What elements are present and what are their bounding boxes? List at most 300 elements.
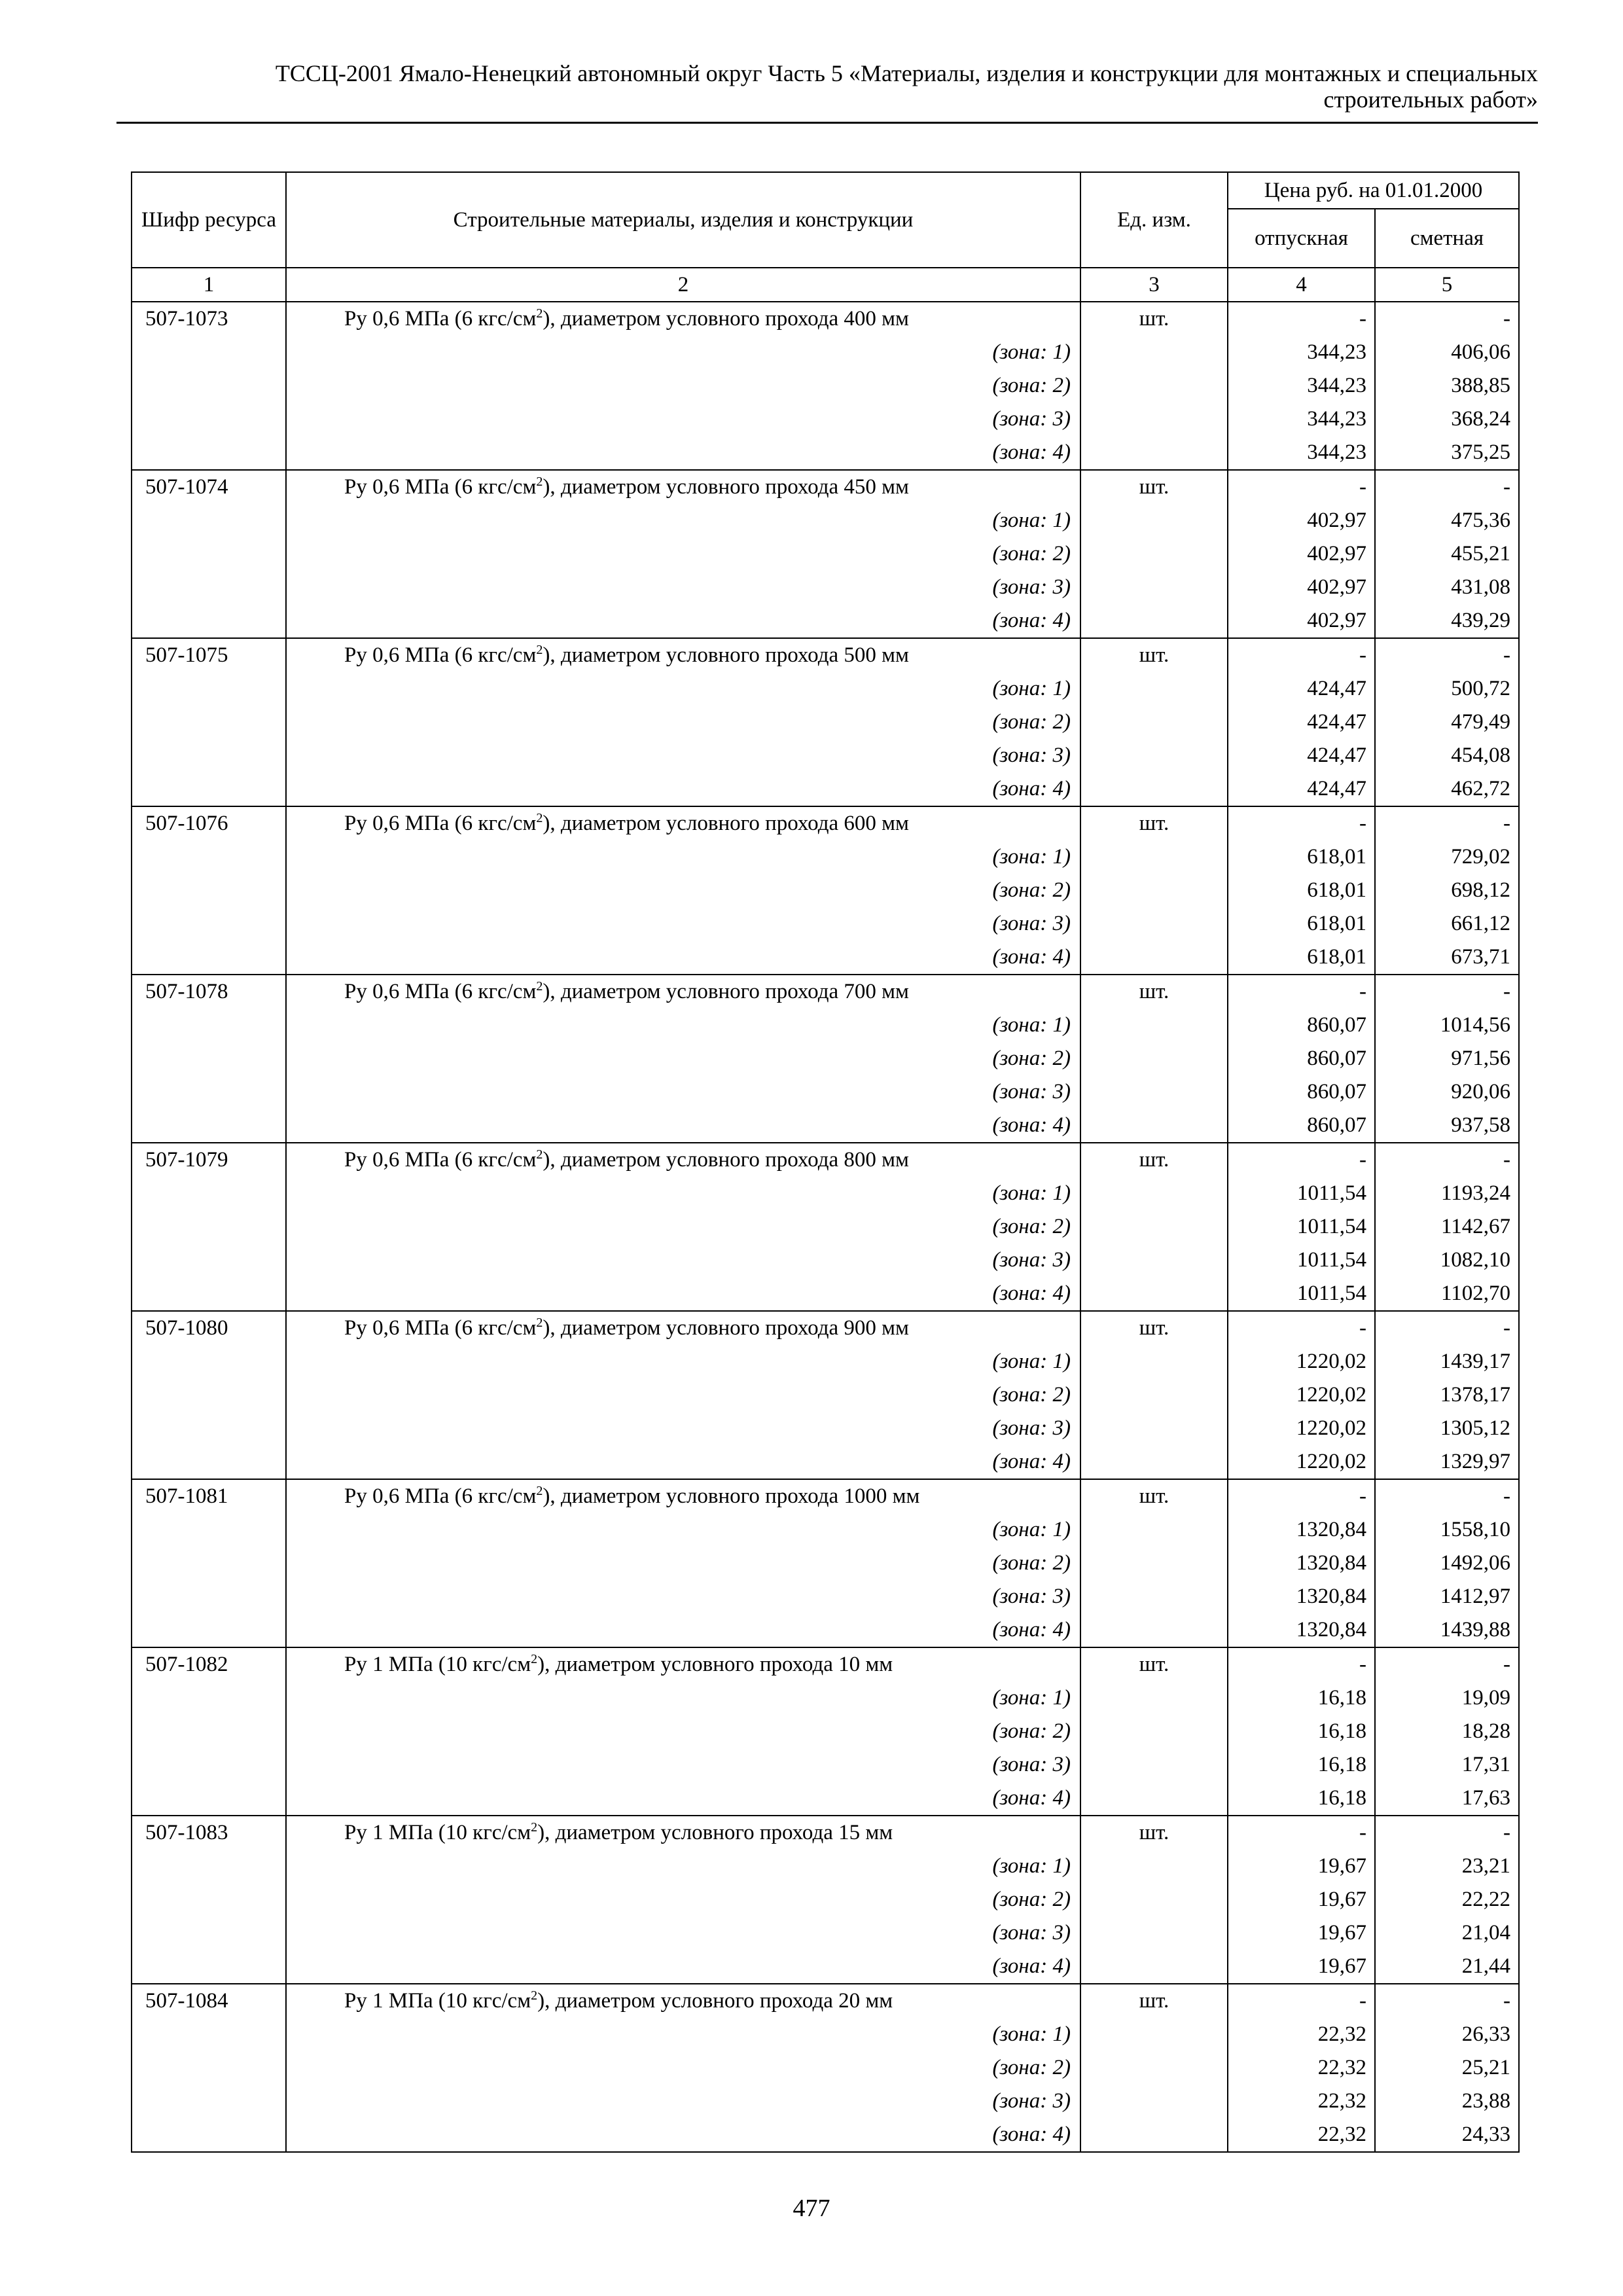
zone-label: (зона: 4)	[286, 1109, 1080, 1143]
resource-name: Ру 0,6 МПа (6 кгс/$см^2$), диаметром условного прохода 800 мм	[286, 1143, 1080, 1177]
release-price: -	[1228, 1816, 1375, 1850]
empty-cell	[132, 2051, 286, 2085]
release-price: -	[1228, 1311, 1375, 1345]
zone-release-price: 402,97	[1228, 571, 1375, 604]
zone-row	[132, 604, 1519, 638]
zone-row	[132, 537, 1519, 571]
empty-cell	[132, 1613, 286, 1647]
empty-cell	[132, 1042, 286, 1075]
zone-row	[132, 403, 1519, 436]
estimate-price: -	[1375, 638, 1519, 672]
unit-cell: шт.	[1080, 1479, 1228, 1513]
zone-row	[132, 2018, 1519, 2051]
zone-row	[132, 369, 1519, 403]
zone-label: (зона: 2)	[286, 706, 1080, 739]
empty-cell	[132, 1513, 286, 1547]
empty-cell	[132, 1109, 286, 1143]
zone-label: (зона: 3)	[286, 1580, 1080, 1613]
empty-cell	[1080, 336, 1228, 369]
empty-cell	[132, 1782, 286, 1816]
zone-row	[132, 336, 1519, 369]
col-number-2: 2	[286, 268, 1080, 302]
empty-cell	[1080, 706, 1228, 739]
empty-cell	[132, 1748, 286, 1782]
zone-release-price: 22,32	[1228, 2118, 1375, 2152]
zone-label: (зона: 2)	[286, 1042, 1080, 1075]
resource-name: Ру 1 МПа (10 кгс/$см^2$), диаметром условного прохода 10 мм	[286, 1647, 1080, 1681]
zone-estimate-price: 17,31	[1375, 1748, 1519, 1782]
resource-name: Ру 0,6 МПа (6 кгс/$см^2$), диаметром условного прохода 600 мм	[286, 806, 1080, 840]
zone-row	[132, 1378, 1519, 1412]
zone-label: (зона: 1)	[286, 1681, 1080, 1715]
empty-cell	[1080, 1345, 1228, 1378]
zone-release-price: 402,97	[1228, 604, 1375, 638]
empty-cell	[1080, 1075, 1228, 1109]
resource-code: 507-1080	[132, 1311, 286, 1345]
release-price: -	[1228, 975, 1375, 1009]
zone-row	[132, 1547, 1519, 1580]
zone-label: (зона: 4)	[286, 941, 1080, 975]
zone-row	[132, 1850, 1519, 1883]
zone-estimate-price: 1082,10	[1375, 1244, 1519, 1277]
zone-release-price: 344,23	[1228, 369, 1375, 403]
zone-release-price: 1320,84	[1228, 1613, 1375, 1647]
zone-row	[132, 1580, 1519, 1613]
zone-estimate-price: 368,24	[1375, 403, 1519, 436]
zone-release-price: 16,18	[1228, 1715, 1375, 1748]
empty-cell	[132, 1345, 286, 1378]
zone-estimate-price: 406,06	[1375, 336, 1519, 369]
empty-cell	[1080, 1042, 1228, 1075]
zone-row	[132, 2051, 1519, 2085]
empty-cell	[132, 2018, 286, 2051]
zone-label: (зона: 2)	[286, 1378, 1080, 1412]
zone-row	[132, 840, 1519, 874]
zone-row	[132, 1715, 1519, 1748]
empty-cell	[1080, 571, 1228, 604]
page-number: 477	[793, 2195, 830, 2222]
zone-estimate-price: 661,12	[1375, 907, 1519, 941]
col-header-unit: Ед. изм.	[1080, 172, 1228, 268]
empty-cell	[1080, 1883, 1228, 1916]
resource-code: 507-1079	[132, 1143, 286, 1177]
zone-label: (зона: 2)	[286, 1547, 1080, 1580]
resource-name: Ру 1 МПа (10 кгс/$см^2$), диаметром условного прохода 15 мм	[286, 1816, 1080, 1850]
empty-cell	[132, 2118, 286, 2152]
zone-label: (зона: 3)	[286, 403, 1080, 436]
table-row	[132, 1816, 1519, 1850]
zone-label: (зона: 1)	[286, 1513, 1080, 1547]
zone-row	[132, 1109, 1519, 1143]
zone-release-price: 1011,54	[1228, 1210, 1375, 1244]
zone-estimate-price: 18,28	[1375, 1715, 1519, 1748]
estimate-price: -	[1375, 1479, 1519, 1513]
empty-cell	[132, 1277, 286, 1311]
zone-label: (зона: 3)	[286, 907, 1080, 941]
zone-estimate-price: 1412,97	[1375, 1580, 1519, 1613]
zone-estimate-price: 1492,06	[1375, 1547, 1519, 1580]
zone-label: (зона: 4)	[286, 1613, 1080, 1647]
empty-cell	[132, 2085, 286, 2118]
zone-estimate-price: 388,85	[1375, 369, 1519, 403]
zone-row	[132, 1075, 1519, 1109]
empty-cell	[1080, 1513, 1228, 1547]
unit-cell: шт.	[1080, 1311, 1228, 1345]
zone-label: (зона: 4)	[286, 1782, 1080, 1816]
zone-row	[132, 571, 1519, 604]
empty-cell	[1080, 604, 1228, 638]
zone-label: (зона: 1)	[286, 1009, 1080, 1042]
zone-row	[132, 772, 1519, 806]
resource-block	[132, 1816, 1519, 1984]
zone-row	[132, 1042, 1519, 1075]
zone-estimate-price: 23,21	[1375, 1850, 1519, 1883]
resource-code: 507-1078	[132, 975, 286, 1009]
zone-estimate-price: 1014,56	[1375, 1009, 1519, 1042]
zone-row	[132, 1210, 1519, 1244]
empty-cell	[132, 874, 286, 907]
unit-cell: шт.	[1080, 806, 1228, 840]
empty-cell	[1080, 907, 1228, 941]
zone-release-price: 1011,54	[1228, 1177, 1375, 1210]
zone-row	[132, 1345, 1519, 1378]
unit-cell: шт.	[1080, 1143, 1228, 1177]
unit-cell: шт.	[1080, 470, 1228, 504]
zone-release-price: 424,47	[1228, 706, 1375, 739]
resource-block	[132, 470, 1519, 638]
col-header-name: Строительные материалы, изделия и конструкции	[286, 172, 1080, 268]
zone-estimate-price: 729,02	[1375, 840, 1519, 874]
empty-cell	[1080, 369, 1228, 403]
header-line-2: строительных работ»	[1323, 86, 1538, 113]
zone-row	[132, 1177, 1519, 1210]
resource-code: 507-1076	[132, 806, 286, 840]
empty-cell	[132, 1412, 286, 1445]
resource-name: Ру 0,6 МПа (6 кгс/$см^2$), диаметром условного прохода 400 мм	[286, 302, 1080, 336]
header-line-1: ТССЦ-2001 Ямало-Ненецкий автономный округ Часть 5 «Материалы, изделия и конструкции для монтажных и специальных	[275, 60, 1538, 86]
zone-row	[132, 2118, 1519, 2152]
empty-cell	[132, 1950, 286, 1984]
resource-code: 507-1084	[132, 1984, 286, 2018]
zone-release-price: 344,23	[1228, 336, 1375, 369]
unit-cell: шт.	[1080, 1647, 1228, 1681]
zone-label: (зона: 2)	[286, 874, 1080, 907]
resource-code: 507-1083	[132, 1816, 286, 1850]
zone-estimate-price: 1305,12	[1375, 1412, 1519, 1445]
release-price: -	[1228, 1984, 1375, 2018]
zone-label: (зона: 4)	[286, 436, 1080, 470]
resource-name: Ру 0,6 МПа (6 кгс/$см^2$), диаметром условного прохода 450 мм	[286, 470, 1080, 504]
unit-cell: шт.	[1080, 1816, 1228, 1850]
empty-cell	[132, 772, 286, 806]
col-number-1: 1	[132, 268, 286, 302]
empty-cell	[132, 1177, 286, 1210]
zone-estimate-price: 21,44	[1375, 1950, 1519, 1984]
zone-release-price: 1320,84	[1228, 1547, 1375, 1580]
price-table	[131, 171, 1520, 2153]
zone-row	[132, 706, 1519, 739]
zone-estimate-price: 475,36	[1375, 504, 1519, 537]
zone-estimate-price: 375,25	[1375, 436, 1519, 470]
empty-cell	[1080, 1916, 1228, 1950]
release-price: -	[1228, 806, 1375, 840]
empty-cell	[1080, 504, 1228, 537]
zone-label: (зона: 4)	[286, 1950, 1080, 1984]
release-price: -	[1228, 302, 1375, 336]
empty-cell	[1080, 1613, 1228, 1647]
zone-release-price: 618,01	[1228, 840, 1375, 874]
resource-code: 507-1073	[132, 302, 286, 336]
empty-cell	[1080, 1681, 1228, 1715]
table-row	[132, 1984, 1519, 2018]
zone-estimate-price: 24,33	[1375, 2118, 1519, 2152]
zone-estimate-price: 455,21	[1375, 537, 1519, 571]
empty-cell	[1080, 1378, 1228, 1412]
zone-release-price: 424,47	[1228, 672, 1375, 706]
zone-release-price: 618,01	[1228, 941, 1375, 975]
zone-label: (зона: 2)	[286, 537, 1080, 571]
zone-label: (зона: 1)	[286, 504, 1080, 537]
zone-row	[132, 1412, 1519, 1445]
zone-estimate-price: 454,08	[1375, 739, 1519, 772]
estimate-price: -	[1375, 1143, 1519, 1177]
empty-cell	[132, 739, 286, 772]
estimate-price: -	[1375, 975, 1519, 1009]
zone-row	[132, 907, 1519, 941]
zone-label: (зона: 2)	[286, 369, 1080, 403]
zone-label: (зона: 2)	[286, 1883, 1080, 1916]
resource-name: Ру 0,6 МПа (6 кгс/$см^2$), диаметром условного прохода 500 мм	[286, 638, 1080, 672]
resource-block	[132, 1984, 1519, 2152]
empty-cell	[1080, 1109, 1228, 1143]
empty-cell	[132, 504, 286, 537]
zone-estimate-price: 698,12	[1375, 874, 1519, 907]
zone-estimate-price: 1378,17	[1375, 1378, 1519, 1412]
zone-row	[132, 1244, 1519, 1277]
zone-release-price: 16,18	[1228, 1782, 1375, 1816]
zone-estimate-price: 26,33	[1375, 2018, 1519, 2051]
zone-estimate-price: 1102,70	[1375, 1277, 1519, 1311]
zone-row	[132, 1277, 1519, 1311]
zone-label: (зона: 4)	[286, 1445, 1080, 1479]
zone-row	[132, 1782, 1519, 1816]
running-header	[116, 60, 1538, 113]
zone-release-price: 860,07	[1228, 1042, 1375, 1075]
empty-cell	[132, 1547, 286, 1580]
zone-estimate-price: 431,08	[1375, 571, 1519, 604]
zone-label: (зона: 4)	[286, 604, 1080, 638]
empty-cell	[132, 1715, 286, 1748]
zone-release-price: 19,67	[1228, 1950, 1375, 1984]
resource-block	[132, 806, 1519, 975]
unit-cell: шт.	[1080, 302, 1228, 336]
zone-release-price: 1011,54	[1228, 1277, 1375, 1311]
zone-estimate-price: 1329,97	[1375, 1445, 1519, 1479]
zone-row	[132, 874, 1519, 907]
zone-estimate-price: 439,29	[1375, 604, 1519, 638]
zone-estimate-price: 19,09	[1375, 1681, 1519, 1715]
table-row	[132, 975, 1519, 1009]
zone-label: (зона: 4)	[286, 2118, 1080, 2152]
zone-label: (зона: 2)	[286, 2051, 1080, 2085]
zone-label: (зона: 1)	[286, 840, 1080, 874]
zone-estimate-price: 500,72	[1375, 672, 1519, 706]
zone-release-price: 1220,02	[1228, 1412, 1375, 1445]
empty-cell	[132, 941, 286, 975]
empty-cell	[1080, 1748, 1228, 1782]
zone-release-price: 16,18	[1228, 1748, 1375, 1782]
zone-estimate-price: 920,06	[1375, 1075, 1519, 1109]
zone-estimate-price: 673,71	[1375, 941, 1519, 975]
zone-row	[132, 1445, 1519, 1479]
zone-estimate-price: 1558,10	[1375, 1513, 1519, 1547]
empty-cell	[132, 1916, 286, 1950]
empty-cell	[1080, 1244, 1228, 1277]
zone-label: (зона: 1)	[286, 1177, 1080, 1210]
header-divider	[116, 122, 1538, 124]
zone-row	[132, 436, 1519, 470]
zone-row	[132, 1950, 1519, 1984]
resource-code: 507-1075	[132, 638, 286, 672]
zone-row	[132, 1883, 1519, 1916]
resource-block	[132, 1311, 1519, 1479]
col-header-price-group: Цена руб. на 01.01.2000	[1228, 172, 1519, 209]
zone-release-price: 19,67	[1228, 1850, 1375, 1883]
estimate-price: -	[1375, 1984, 1519, 2018]
resource-code: 507-1082	[132, 1647, 286, 1681]
empty-cell	[132, 336, 286, 369]
empty-cell	[1080, 1580, 1228, 1613]
empty-cell	[1080, 672, 1228, 706]
col-header-release: отпускная	[1228, 209, 1375, 268]
zone-label: (зона: 3)	[286, 1748, 1080, 1782]
empty-cell	[132, 1210, 286, 1244]
release-price: -	[1228, 470, 1375, 504]
empty-cell	[1080, 772, 1228, 806]
empty-cell	[132, 1445, 286, 1479]
zone-label: (зона: 3)	[286, 571, 1080, 604]
zone-estimate-price: 462,72	[1375, 772, 1519, 806]
resource-block	[132, 302, 1519, 470]
empty-cell	[1080, 1547, 1228, 1580]
zone-release-price: 1220,02	[1228, 1378, 1375, 1412]
empty-cell	[132, 1009, 286, 1042]
estimate-price: -	[1375, 302, 1519, 336]
zone-row	[132, 1681, 1519, 1715]
zone-estimate-price: 1142,67	[1375, 1210, 1519, 1244]
zone-label: (зона: 3)	[286, 739, 1080, 772]
col-number-3: 3	[1080, 268, 1228, 302]
zone-estimate-price: 1439,17	[1375, 1345, 1519, 1378]
empty-cell	[1080, 1277, 1228, 1311]
resource-block	[132, 638, 1519, 806]
empty-cell	[132, 436, 286, 470]
estimate-price: -	[1375, 1816, 1519, 1850]
empty-cell	[1080, 1210, 1228, 1244]
table-row	[132, 302, 1519, 336]
empty-cell	[132, 1075, 286, 1109]
zone-estimate-price: 971,56	[1375, 1042, 1519, 1075]
zone-release-price: 860,07	[1228, 1009, 1375, 1042]
empty-cell	[132, 1580, 286, 1613]
empty-cell	[1080, 2118, 1228, 2152]
zone-release-price: 1320,84	[1228, 1580, 1375, 1613]
zone-estimate-price: 17,63	[1375, 1782, 1519, 1816]
empty-cell	[132, 706, 286, 739]
estimate-price: -	[1375, 1647, 1519, 1681]
resource-block	[132, 1647, 1519, 1816]
zone-release-price: 618,01	[1228, 874, 1375, 907]
zone-release-price: 22,32	[1228, 2018, 1375, 2051]
resource-name: Ру 0,6 МПа (6 кгс/$см^2$), диаметром условного прохода 900 мм	[286, 1311, 1080, 1345]
empty-cell	[132, 369, 286, 403]
empty-cell	[1080, 1177, 1228, 1210]
zone-release-price: 19,67	[1228, 1883, 1375, 1916]
resource-code: 507-1074	[132, 470, 286, 504]
estimate-price: -	[1375, 806, 1519, 840]
resource-name: Ру 0,6 МПа (6 кгс/$см^2$), диаметром условного прохода 1000 мм	[286, 1479, 1080, 1513]
empty-cell	[1080, 436, 1228, 470]
empty-cell	[132, 840, 286, 874]
zone-estimate-price: 1439,88	[1375, 1613, 1519, 1647]
release-price: -	[1228, 1647, 1375, 1681]
empty-cell	[1080, 1412, 1228, 1445]
empty-cell	[1080, 1009, 1228, 1042]
zone-estimate-price: 22,22	[1375, 1883, 1519, 1916]
empty-cell	[1080, 941, 1228, 975]
table-row	[132, 1647, 1519, 1681]
zone-row	[132, 504, 1519, 537]
resource-code: 507-1081	[132, 1479, 286, 1513]
empty-cell	[1080, 739, 1228, 772]
zone-release-price: 344,23	[1228, 436, 1375, 470]
empty-cell	[1080, 537, 1228, 571]
zone-release-price: 344,23	[1228, 403, 1375, 436]
empty-cell	[132, 604, 286, 638]
zone-release-price: 1320,84	[1228, 1513, 1375, 1547]
zone-release-price: 22,32	[1228, 2085, 1375, 2118]
zone-label: (зона: 4)	[286, 772, 1080, 806]
zone-label: (зона: 3)	[286, 1412, 1080, 1445]
unit-cell: шт.	[1080, 638, 1228, 672]
empty-cell	[1080, 840, 1228, 874]
estimate-price: -	[1375, 1311, 1519, 1345]
empty-cell	[1080, 1850, 1228, 1883]
unit-cell: шт.	[1080, 975, 1228, 1009]
zone-row	[132, 1613, 1519, 1647]
zone-release-price: 860,07	[1228, 1075, 1375, 1109]
zone-release-price: 424,47	[1228, 772, 1375, 806]
col-header-estimate: сметная	[1375, 209, 1519, 268]
zone-label: (зона: 1)	[286, 336, 1080, 369]
empty-cell	[132, 571, 286, 604]
empty-cell	[132, 1883, 286, 1916]
zone-row	[132, 1916, 1519, 1950]
zone-release-price: 16,18	[1228, 1681, 1375, 1715]
zone-release-price: 618,01	[1228, 907, 1375, 941]
zone-label: (зона: 3)	[286, 1244, 1080, 1277]
zone-label: (зона: 4)	[286, 1277, 1080, 1311]
empty-cell	[132, 403, 286, 436]
zone-release-price: 860,07	[1228, 1109, 1375, 1143]
table-row	[132, 638, 1519, 672]
resource-name: Ру 0,6 МПа (6 кгс/$см^2$), диаметром условного прохода 700 мм	[286, 975, 1080, 1009]
empty-cell	[132, 1378, 286, 1412]
resource-block	[132, 1143, 1519, 1311]
zone-estimate-price: 479,49	[1375, 706, 1519, 739]
zone-estimate-price: 937,58	[1375, 1109, 1519, 1143]
zone-estimate-price: 25,21	[1375, 2051, 1519, 2085]
